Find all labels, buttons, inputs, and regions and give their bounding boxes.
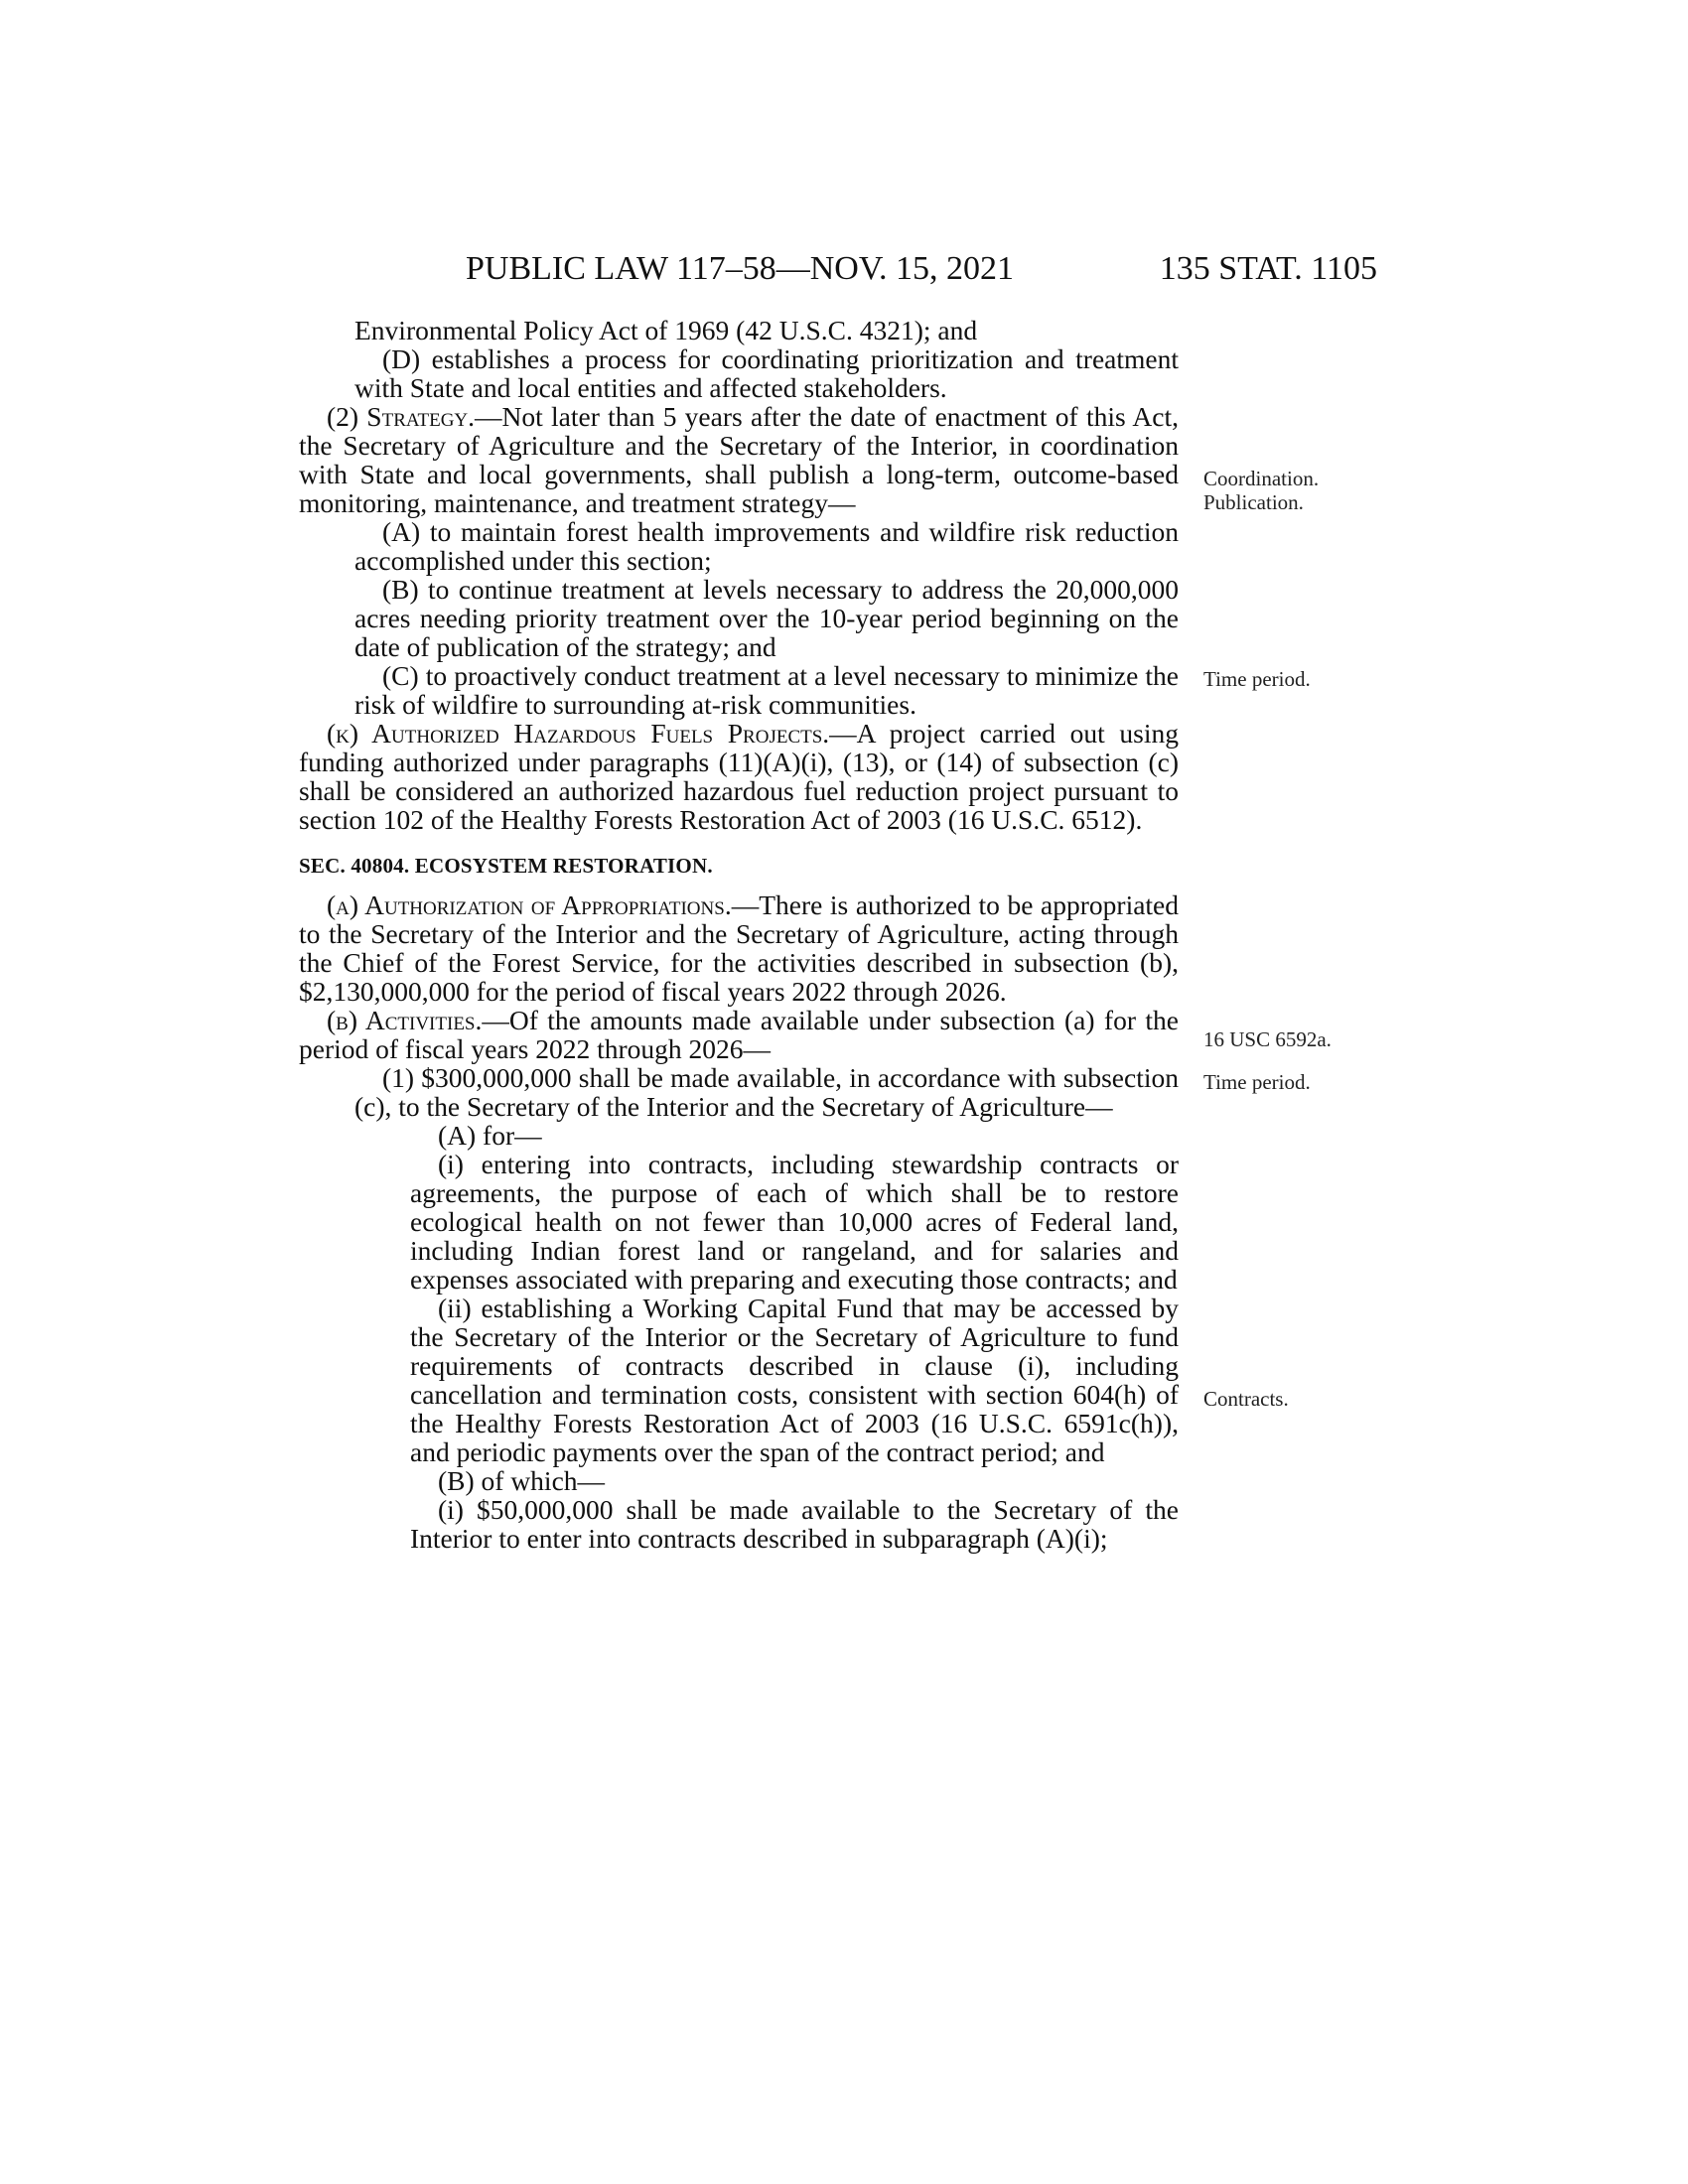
subparagraph-d: (D) establishes a process for coordinating prioritization and treatment with State and local entities and affected stakeholders.: [354, 343, 1179, 403]
subsection-k: [299, 719, 1179, 834]
margin-note-coordination: Coordination.: [1203, 467, 1320, 490]
clause-i-fifty-million: (i) $50,000,000 shall be made available to the Secretary of the Interior to enter into contracts described in subparagraph (A)(i);: [410, 1494, 1179, 1554]
section-heading: SEC. 40804. ECOSYSTEM RESTORATION.: [299, 854, 713, 878]
subsection-a: [299, 890, 1179, 1006]
subparagraph-a: (A) to maintain forest health improvements and wildfire risk reduction accomplished under this section;: [354, 516, 1179, 576]
paragraph-1: (1) $300,000,000 shall be made available, in accordance with subsection (c), to the Secretary of the Interior and the Secretary of Agriculture—: [354, 1062, 1179, 1122]
subsection-b-label: (b) Activities.: [327, 1005, 483, 1035]
subsection-a-text: —There is authorized to be appropriated to the Secretary of the Interior and the Secretary of Agriculture, acting through the Chief of the Forest Service, for the activities described in subsection (b), $2,130,000,000 for the period of fiscal years 2022 through 2026.: [299, 889, 1180, 1007]
subparagraph-b: (B) to continue treatment at levels necessary to address the 20,000,000 acres needing priority treatment over the 10-year period beginning on the date of publication of the strategy; and: [354, 574, 1179, 662]
margin-note-time-period: Time period.: [1203, 1070, 1311, 1094]
law-citation: PUBLIC LAW 117–58—NOV. 15, 2021: [466, 250, 1015, 287]
document-body: [299, 316, 1179, 1553]
paragraph-continuation: Environmental Policy Act of 1969 (42 U.S.C. 4321); and: [354, 315, 978, 345]
clause-ii-working-capital-fund: (ii) establishing a Working Capital Fund that may be accessed by the Secretary of the Interior or the Secretary of Agriculture to fund requirements of contracts described in clause (i), including cancellation and termination costs, consistent with section 604(h) of the Healthy Forests Restoration Act of 2003 (16 U.S.C. 6591c(h)), and periodic payments over the span of the contract period; and: [410, 1293, 1179, 1467]
margin-note-publication: Publication.: [1203, 490, 1304, 514]
paragraph-strategy: [299, 402, 1179, 517]
clause-i-contracts: (i) entering into contracts, including stewardship contracts or agreements, the purpose of each of which shall be to restore ecological health on not fewer than 10,000 acres of Federal land, including Indian forest land or rangeland, and for salaries and expenses associated with preparing and executing those contracts; and: [410, 1149, 1179, 1295]
statute-page-number: 135 STAT. 1105: [1159, 250, 1377, 287]
margin-note-time-period: Time period.: [1203, 667, 1311, 691]
subparagraph-b-of-which: (B) of which—: [438, 1465, 606, 1496]
margin-note-usc-citation: 16 USC 6592a.: [1203, 1027, 1332, 1051]
page-header: [466, 244, 1377, 294]
margin-note-contracts: Contracts.: [1203, 1387, 1289, 1411]
subsection-a-label: (a) Authorization of Appropriations.: [327, 889, 732, 920]
subsection-b: [299, 1006, 1179, 1063]
subparagraph-c: (C) to proactively conduct treatment at a level necessary to minimize the risk of wildfire to surrounding at-risk communities.: [354, 660, 1179, 720]
subsection-k-label: (k) Authorized Hazardous Fuels Projects.: [327, 718, 830, 749]
subsection-k-text: —A project carried out using funding authorized under paragraphs (11)(A)(i), (13), or (14) of subsection (c) shall be considered an authorized hazardous fuel reduction project pursuant to section 102 of the Healthy Forests Restoration Act of 2003 (16 U.S.C. 6512).: [299, 718, 1179, 835]
subsection-b-text: —Of the amounts made available under subsection (a) for the period of fiscal years 2022 through 2026—: [299, 1005, 1179, 1064]
subparagraph-a-for: (A) for—: [438, 1120, 542, 1151]
paragraph-strategy-label: (2) Strategy.: [327, 401, 476, 432]
paragraph-strategy-text: —Not later than 5 years after the date of enactment of this Act, the Secretary of Agriculture and the Secretary of the Interior, in coordination with State and local governments, shall publish a long-term, outcome-based monitoring, maintenance, and treatment strategy—: [299, 401, 1179, 518]
